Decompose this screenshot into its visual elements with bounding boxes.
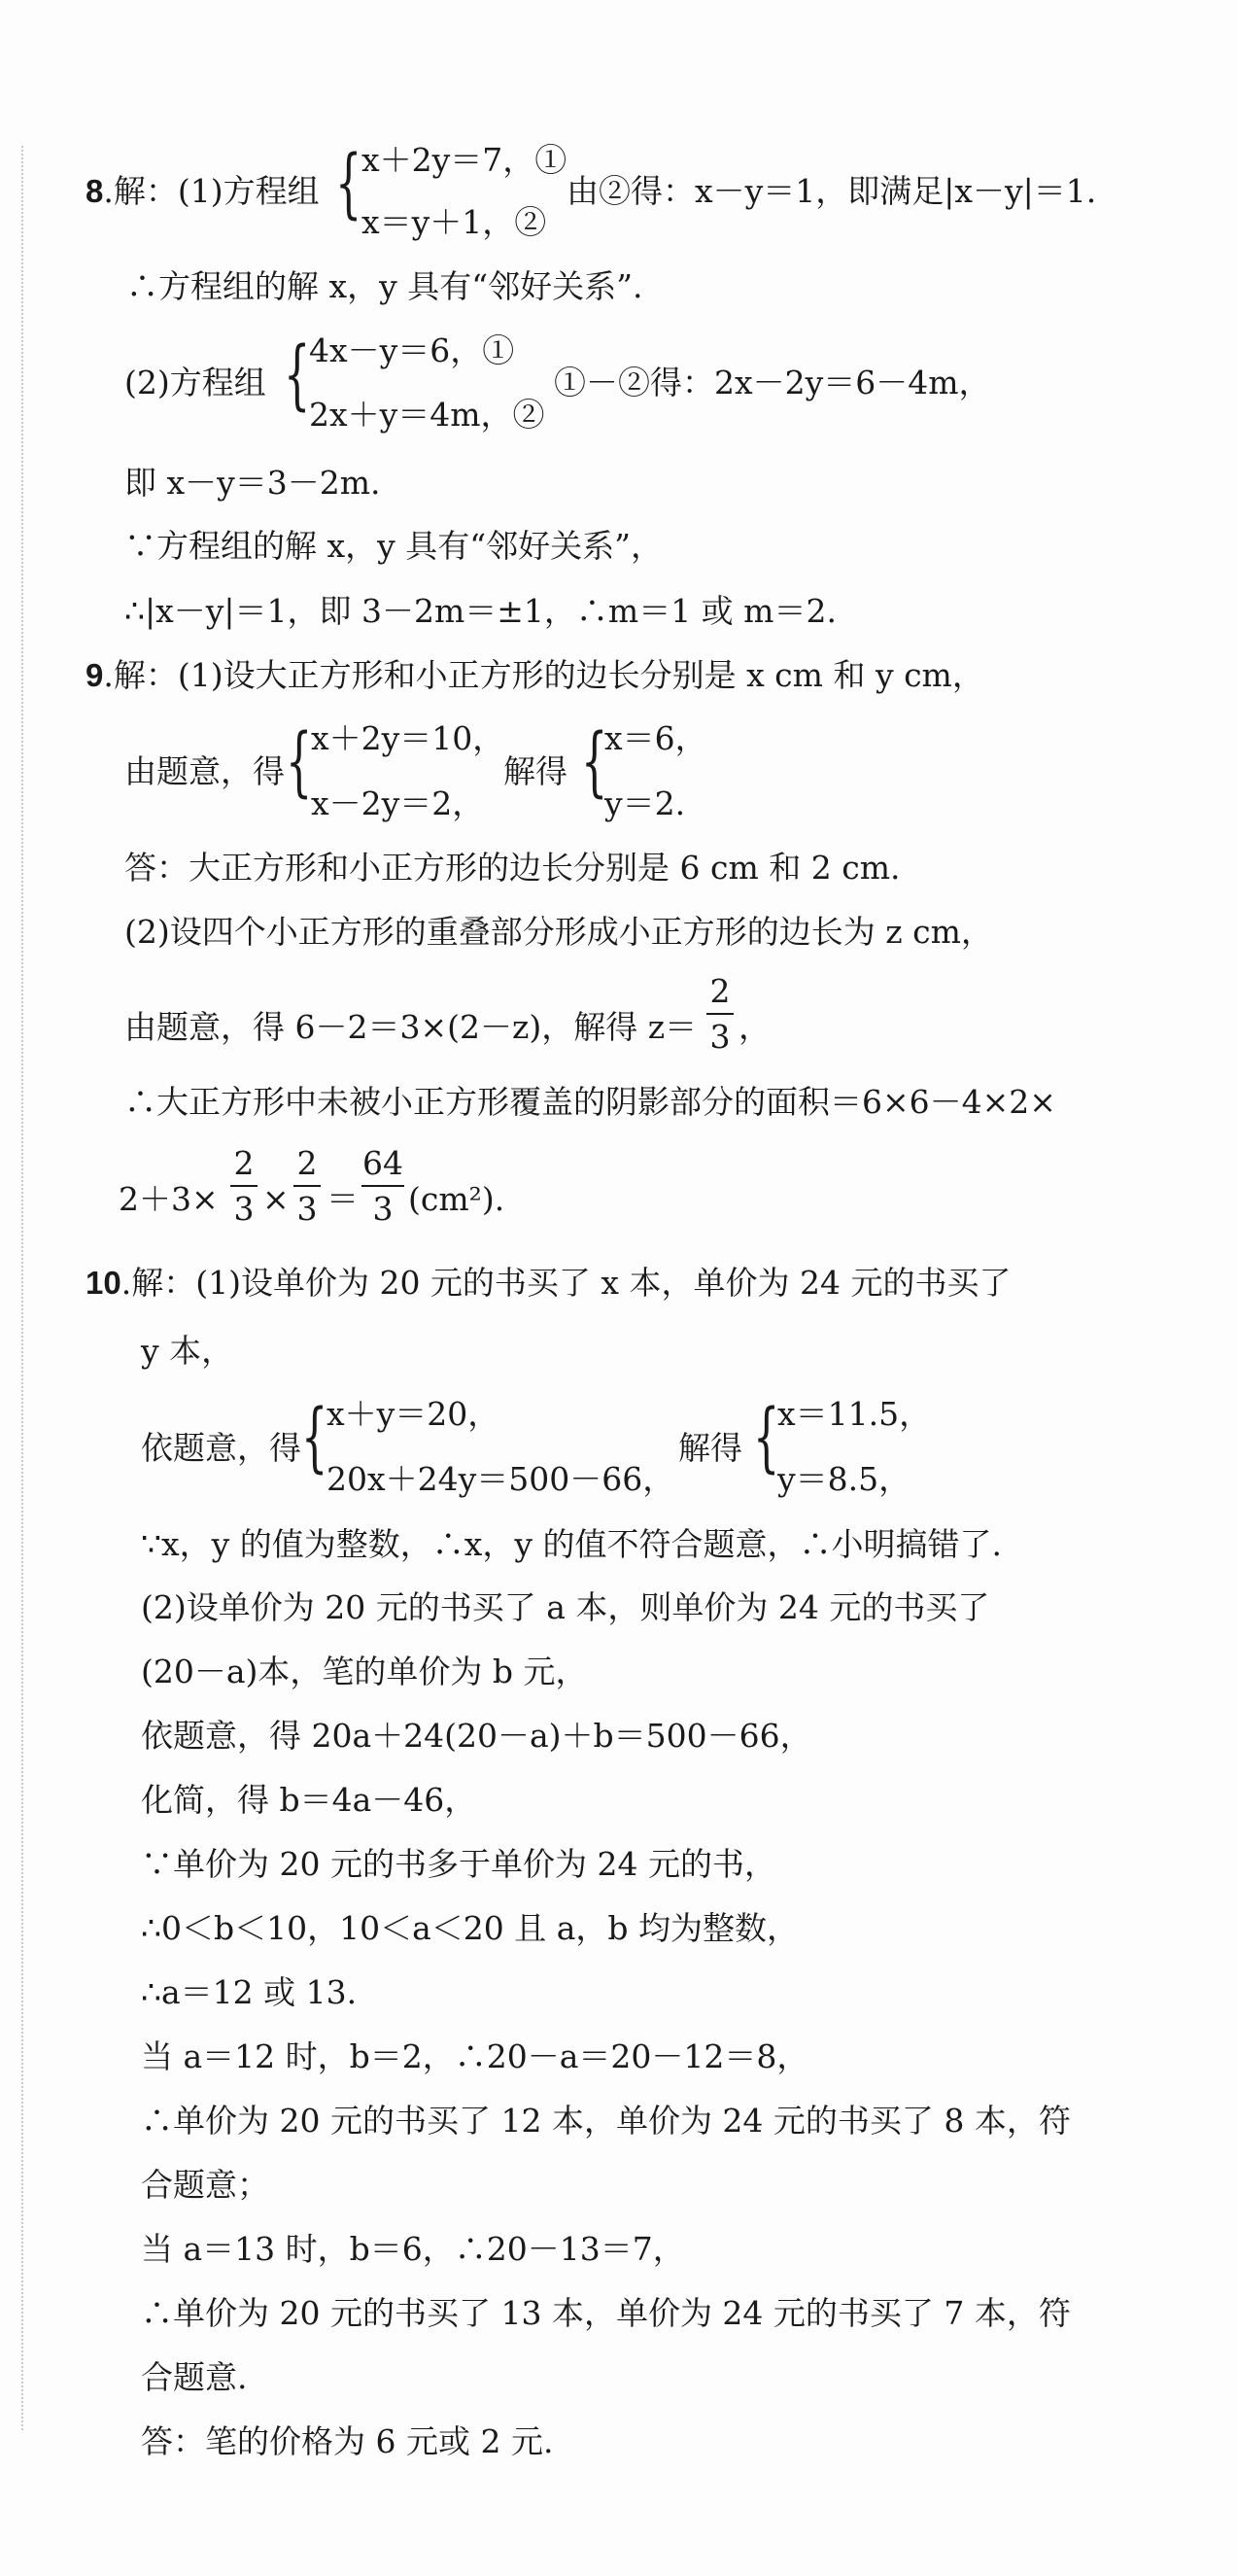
q10-line16: ∴单价为 20 元的书买了 13 本，单价为 24 元的书买了 7 本，符 — [141, 2294, 1071, 2332]
q8-number: 8 — [86, 173, 104, 209]
q8-brace-1: { — [335, 140, 362, 227]
q10-line4: ∵x，y 的值为整数，∴x，y 的值不符合题意，∴小明搞错了. — [141, 1525, 1002, 1563]
q10-line15: 当 a＝13 时，b＝6，∴20－13＝7， — [141, 2230, 685, 2268]
q10-system1-eq2: 20x＋24y＝500－66， — [326, 1460, 675, 1498]
q9-brace-2: { — [581, 718, 608, 806]
q10-line8: 化简，得 b＝4a－46， — [141, 1781, 477, 1819]
q9-fraction-z: 2 3 — [706, 975, 734, 1053]
q10-line12: 当 a＝12 时，b＝2，∴20－a＝20－12＝8， — [141, 2037, 809, 2075]
q9-line7-b: × — [262, 1180, 290, 1218]
q8-line3-post: ①－②得：2x－2y＝6－4m， — [554, 364, 991, 401]
q9-brace-1: { — [286, 718, 313, 806]
q9-system2-eq1: x＝6， — [604, 719, 707, 757]
q9-line6: ∴大正方形中未被小正方形覆盖的阴影部分的面积＝6×6－4×2× — [124, 1083, 1056, 1121]
q8-line4: 即 x－y＝3－2m. — [124, 464, 381, 502]
q10-line5: (2)设单价为 20 元的书买了 a 本，则单价为 24 元的书买了 — [141, 1588, 990, 1626]
q10-line3-mid: 解得 — [678, 1429, 742, 1467]
q10-brace-2: { — [753, 1394, 780, 1481]
q9-system2-eq2: y＝2. — [604, 784, 686, 822]
q9-line5-pre: 由题意，得 6－2＝3×(2－z)，解得 z＝ — [124, 1008, 698, 1046]
q9-line1: 9.解：(1)设大正方形和小正方形的边长分别是 x cm 和 y cm， — [86, 656, 984, 694]
margin-dotted-line — [21, 146, 23, 2430]
q9-fraction-2: 2 3 — [293, 1147, 321, 1225]
q8-line1-post: 由②得：x－y＝1，即满足|x－y|＝1. — [567, 172, 1097, 210]
q9-number: 9 — [86, 657, 104, 693]
q8-system1-eq1: x＋2y＝7，① — [361, 141, 567, 179]
q10-line10: ∴0＜b＜10，10＜a＜20 且 a，b 均为整数， — [141, 1909, 800, 1947]
q10-line6: (20－a)本，笔的单价为 b 元， — [141, 1653, 588, 1690]
q10-line1: 10.解：(1)设单价为 20 元的书买了 x 本，单价为 24 元的书买了 — [86, 1264, 1012, 1302]
q10-line9: ∵单价为 20 元的书多于单价为 24 元的书， — [141, 1845, 776, 1883]
q10-line11: ∴a＝12 或 13. — [141, 1973, 358, 2011]
q9-line3: 答：大正方形和小正方形的边长分别是 6 cm 和 2 cm. — [124, 849, 901, 887]
q9-system1-eq2: x－2y＝2， — [311, 784, 485, 822]
q9-line2-pre: 由题意，得 — [124, 752, 285, 790]
q8-line1: 8.解：(1)方程组 — [86, 172, 320, 210]
q10-system2-eq2: y＝8.5， — [777, 1460, 911, 1498]
q9-system1-eq1: x＋2y＝10， — [311, 719, 505, 757]
q10-brace-1: { — [301, 1394, 328, 1481]
q9-line5-post: ， — [739, 1008, 771, 1046]
q8-line2: ∴方程组的解 x，y 具有“邻好关系”. — [126, 267, 643, 305]
q10-line2: y 本， — [141, 1332, 234, 1370]
q9-line4: (2)设四个小正方形的重叠部分形成小正方形的边长为 z cm， — [124, 913, 993, 951]
q8-line6: ∴|x－y|＝1，即 3－2m＝±1，∴m＝1 或 m＝2. — [124, 592, 837, 630]
q9-line7-d: (cm²). — [408, 1180, 505, 1218]
q9-line7-c: ＝ — [326, 1180, 359, 1218]
q8-system1-eq2: x＝y＋1，② — [361, 203, 547, 241]
q10-system2-eq1: x＝11.5， — [777, 1395, 932, 1433]
q10-line17: 合题意. — [141, 2358, 248, 2396]
q10-line3-pre: 依题意，得 — [141, 1429, 301, 1467]
q10-line18: 答：笔的价格为 6 元或 2 元. — [141, 2422, 554, 2460]
q8-brace-2: { — [284, 331, 311, 419]
q10-line7: 依题意，得 20a＋24(20－a)＋b＝500－66， — [141, 1717, 812, 1755]
q10-number: 10 — [86, 1265, 121, 1301]
q8-system2-eq1: 4x－y＝6，① — [309, 331, 515, 369]
q10-line14: 合题意； — [141, 2166, 269, 2204]
q9-fraction-3: 64 3 — [362, 1144, 403, 1228]
q9-fraction-1: 2 3 — [230, 1147, 258, 1225]
q10-system1-eq1: x＋y＝20， — [326, 1395, 500, 1433]
q9-line2-mid: 解得 — [503, 752, 567, 790]
q8-line3-pre: (2)方程组 — [124, 364, 266, 401]
q10-line13: ∴单价为 20 元的书买了 12 本，单价为 24 元的书买了 8 本，符 — [141, 2102, 1071, 2140]
q8-system2-eq2: 2x＋y＝4m，② — [309, 396, 545, 434]
q9-line7-a: 2＋3× — [119, 1180, 219, 1218]
q8-line5: ∵方程组的解 x，y 具有“邻好关系”， — [124, 527, 663, 565]
